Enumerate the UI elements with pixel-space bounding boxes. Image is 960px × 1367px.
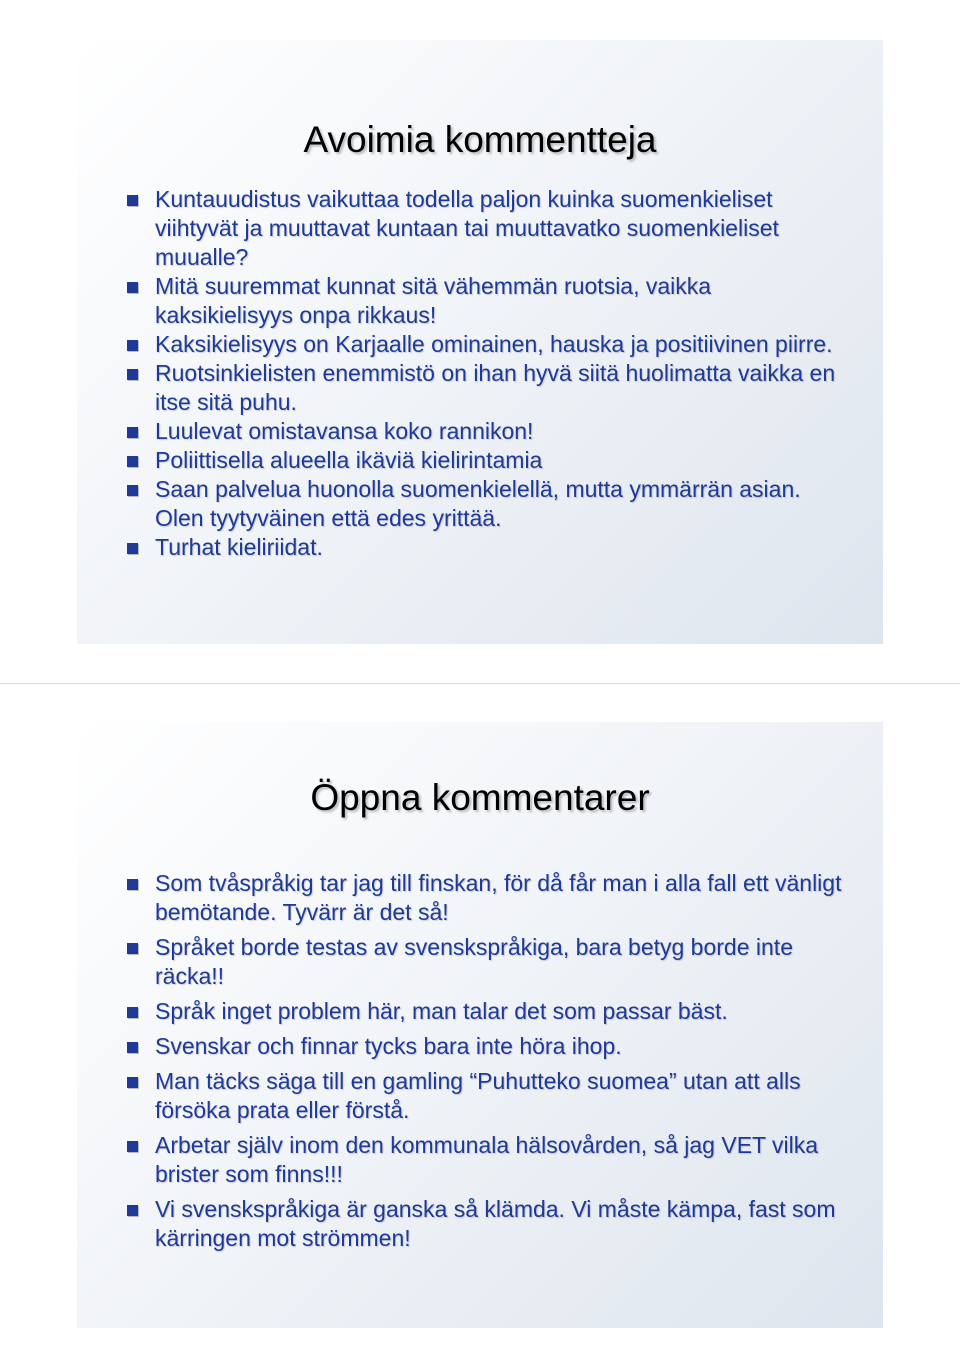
bullet-text: Språk inget problem här, man talar det som passar bäst. [155, 998, 728, 1024]
bullet-item [127, 330, 847, 359]
square-bullet-icon [127, 485, 138, 496]
square-bullet-icon [127, 1205, 138, 1216]
square-bullet-icon [127, 340, 138, 351]
square-bullet-icon [127, 1007, 138, 1018]
bullet-text: Saan palvelua huonolla suomenkielellä, mutta ymmärrän asian. Olen tyytyväinen että edes yrittää. [155, 476, 801, 531]
bullet-text: Man täcks säga till en gamling “Puhutteko suomea” utan att alls försöka prata eller förstå. [155, 1068, 801, 1123]
bullet-item [127, 475, 847, 533]
bullet-item [127, 869, 847, 927]
square-bullet-icon [127, 456, 138, 467]
bullet-text: Turhat kieliriidat. [155, 534, 323, 560]
bullet-text: Luulevat omistavansa koko rannikon! [155, 418, 534, 444]
bullet-item [127, 533, 847, 562]
square-bullet-icon [127, 1042, 138, 1053]
bullet-text: Poliittisella alueella ikäviä kielirintamia [155, 447, 543, 473]
bullet-item [127, 417, 847, 446]
bullet-item [127, 272, 847, 330]
bullet-text: Mitä suuremmat kunnat sitä vähemmän ruotsia, vaikka kaksikielisyys onpa rikkaus! [155, 273, 712, 328]
bullet-list [127, 869, 847, 1259]
bullet-item [127, 1131, 847, 1189]
bullet-list [127, 185, 847, 562]
bullet-text: Svenskar och finnar tycks bara inte höra ihop. [155, 1033, 622, 1059]
square-bullet-icon [127, 369, 138, 380]
square-bullet-icon [127, 1077, 138, 1088]
bullet-item [127, 446, 847, 475]
bullet-text: Ruotsinkielisten enemmistö on ihan hyvä siitä huolimatta vaikka en itse sitä puhu. [155, 360, 836, 415]
bullet-text: Som tvåspråkig tar jag till finskan, för då får man i alla fall ett vänligt bemötande. Tyvärr är det så! [155, 870, 842, 925]
bullet-text: Arbetar själv inom den kommunala hälsovården, så jag VET vilka brister som finns!!! [155, 1132, 819, 1187]
slide-title: Öppna kommentarer [310, 777, 650, 818]
bullet-text: Kaksikielisyys on Karjaalle ominainen, hauska ja positiivinen piirre. [155, 331, 833, 357]
bullet-item [127, 997, 847, 1026]
square-bullet-icon [127, 1141, 138, 1152]
square-bullet-icon [127, 282, 138, 293]
slide-title: Avoimia kommentteja [303, 119, 657, 160]
bullet-item [127, 1067, 847, 1125]
bullet-text: Kuntauudistus vaikuttaa todella paljon kuinka suomenkieliset viihtyvät ja muuttavat kuntaan tai muuttavatko suomenkieliset muualle? [155, 186, 779, 270]
bullet-item [127, 1032, 847, 1061]
square-bullet-icon [127, 195, 138, 206]
square-bullet-icon [127, 943, 138, 954]
page-divider [0, 683, 960, 684]
bullet-text: Språket borde testas av svenskspråkiga, bara betyg borde inte räcka!! [155, 934, 793, 989]
bullet-item [127, 359, 847, 417]
square-bullet-icon [127, 879, 138, 890]
bullet-item [127, 185, 847, 272]
bullet-item [127, 1195, 847, 1253]
slide-avoimia-kommentteja [77, 40, 883, 644]
square-bullet-icon [127, 543, 138, 554]
bullet-item [127, 933, 847, 991]
slide-oppna-kommentarer [77, 722, 883, 1328]
square-bullet-icon [127, 427, 138, 438]
bullet-text: Vi svenskspråkiga är ganska så klämda. Vi måste kämpa, fast som kärringen mot strömmen! [155, 1196, 836, 1251]
